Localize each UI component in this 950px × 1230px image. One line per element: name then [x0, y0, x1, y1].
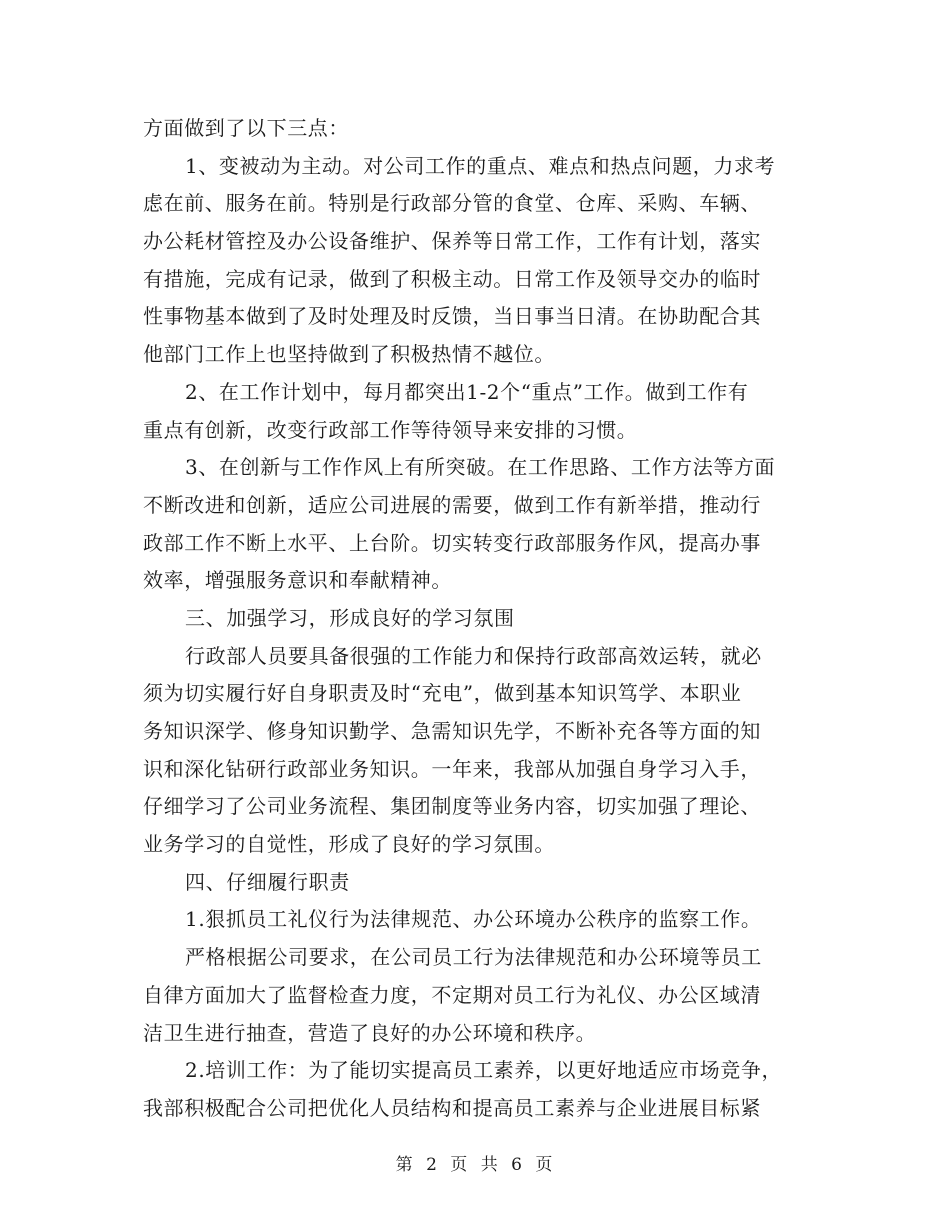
text-line: 他部门工作上也坚持做到了积极热情不越位。 — [143, 342, 555, 367]
text-line: 务知识深学、修身知识勤学、急需知识先学，不断补充各等方面的知 — [143, 719, 761, 743]
text-line: 严格根据公司要求，在公司员工行为法律规范和办公环境等员工 — [185, 945, 762, 970]
text-line: 1.狠抓员工礼仪行为法律规范、办公环境办公秩序的监察工作。 — [185, 907, 762, 932]
text-line: 识和深化钻研行政部业务知识。一年来，我部从加强自身学习入手， — [143, 756, 761, 781]
text-line: 效率，增强服务意识和奉献精神。 — [143, 568, 452, 593]
text-line: 2、在工作计划中，每月都突出1-2个“重点”工作。做到工作有 — [185, 379, 749, 404]
text-line: 2.培训工作：为了能切实提高员工素养，以更好地适应市场竞争， — [185, 1058, 783, 1083]
text-line: 办公耗材管控及办公设备维护、保养等日常工作，工作有计划，落实 — [143, 229, 761, 254]
text-line: 自律方面加大了监督检查力度，不定期对员工行为礼仪、办公区域清 — [143, 982, 761, 1007]
text-line: 四、仔细履行职责 — [185, 869, 350, 894]
text-line: 虑在前、服务在前。特别是行政部分管的食堂、仓库、采购、车辆、 — [143, 191, 761, 216]
text-line: 政部工作不断上水平、上台阶。切实转变行政部服务作风，提高办事 — [143, 530, 761, 555]
footer-current-page: 2 — [426, 1155, 439, 1175]
footer-prefix: 第 — [395, 1155, 415, 1175]
text-line: 方面做到了以下三点： — [143, 116, 349, 140]
footer-suffix: 页 — [535, 1155, 555, 1175]
document-body — [143, 110, 809, 1128]
text-line: 洁卫生进行抽查，营造了良好的办公环境和秩序。 — [143, 1020, 597, 1045]
page-footer — [0, 1150, 950, 1175]
text-line: 仔细学习了公司业务流程、集团制度等业务内容，切实加强了理论、 — [143, 794, 761, 819]
text-line: 1、变被动为主动。对公司工作的重点、难点和热点问题，力求考 — [185, 153, 776, 178]
footer-total-pages: 6 — [511, 1155, 524, 1175]
text-line: 业务学习的自觉性，形成了良好的学习氛围。 — [143, 832, 555, 857]
text-line: 须为切实履行好自身职责及时“充电”，做到基本知识笃学、本职业 — [143, 681, 742, 706]
footer-page-word: 页 — [450, 1155, 470, 1175]
text-line: 不断改进和创新，适应公司进展的需要，做到工作有新举措，推动行 — [143, 492, 761, 517]
text-line: 三、加强学习，形成良好的学习氛围 — [185, 605, 515, 630]
text-line: 有措施，完成有记录，做到了积极主动。日常工作及领导交办的临时 — [143, 266, 761, 291]
text-line: 我部积极配合公司把优化人员结构和提高员工素养与企业进展目标紧 — [143, 1095, 761, 1120]
footer-total-word: 共 — [480, 1155, 500, 1175]
text-line: 行政部人员要具备很强的工作能力和保持行政部高效运转，就必 — [185, 643, 762, 668]
text-line: 性事物基本做到了及时处理及时反馈，当日事当日清。在协助配合其 — [143, 304, 761, 329]
text-line: 重点有创新，改变行政部工作等待领导来安排的习惯。 — [143, 417, 638, 442]
text-line: 3、在创新与工作作风上有所突破。在工作思路、工作方法等方面 — [185, 455, 776, 480]
